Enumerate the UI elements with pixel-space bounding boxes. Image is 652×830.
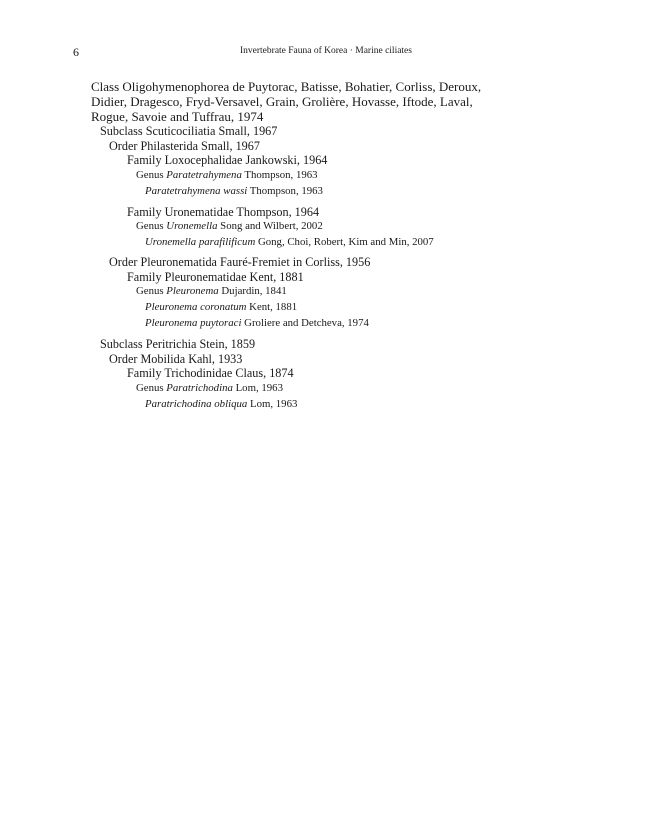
page-number: 6	[73, 45, 79, 59]
species-author: Kent, 1881	[246, 301, 298, 313]
species-name: Pleuronema puytoraci	[145, 317, 242, 329]
genus-prefix: Genus	[136, 285, 167, 297]
class-heading-line-1: Class Oligohymenophorea de Puytorac, Batisse, Bohatier, Corliss, Deroux,	[91, 79, 482, 94]
genus-uronemella	[91, 219, 531, 234]
species-name: Paratetrahymena wassi	[145, 184, 248, 197]
genus-author: Thompson, 1963	[241, 168, 318, 181]
class-heading-line-2: Didier, Dragesco, Fryd-Versavel, Grain, Grolière, Hovasse, Iftode, Laval,	[91, 94, 473, 109]
genus-prefix: Genus	[136, 220, 167, 232]
genus-pleuronema	[91, 284, 531, 299]
species-author: Thompson, 1963	[247, 184, 323, 197]
genus-name: Uronemella	[166, 220, 218, 232]
genus-prefix: Genus	[136, 381, 167, 394]
genus-author: Song and Wilbert, 2002	[217, 220, 323, 232]
genus-name: Paratetrahymena	[166, 168, 242, 181]
species-uronemella-parafilificum	[91, 234, 531, 250]
species-pleuronema-puytoraci	[91, 315, 531, 331]
species-author: Groliere and Detcheva, 1974	[241, 317, 369, 329]
subclass-scuticociliatia: Subclass Scuticociliatia Small, 1967	[100, 124, 278, 138]
subclass-peritrichia: Subclass Peritrichia Stein, 1859	[100, 337, 256, 351]
species-name: Uronemella parafilificum	[145, 236, 256, 248]
species-author: Lom, 1963	[247, 397, 298, 410]
family-loxocephalidae: Family Loxocephalidae Jankowski, 1964	[127, 153, 328, 167]
order-mobilida: Order Mobilida Kahl, 1933	[109, 351, 243, 366]
species-pleuronema-coronatum	[91, 299, 531, 315]
species-name: Paratrichodina obliqua	[145, 397, 248, 410]
genus-author: Dujardin, 1841	[218, 285, 287, 297]
species-paratetrahymena-wassi	[91, 183, 531, 199]
genus-name: Pleuronema	[166, 285, 219, 297]
genus-paratrichodina	[91, 381, 531, 396]
genus-prefix: Genus	[136, 168, 167, 181]
species-paratrichodina-obliqua	[91, 396, 531, 412]
genus-author: Lom, 1963	[232, 381, 283, 394]
family-trichodinidae: Family Trichodinidae Claus, 1874	[127, 366, 294, 380]
taxonomic-list	[91, 79, 531, 412]
family-pleuronematidae: Family Pleuronematidae Kent, 1881	[127, 269, 304, 284]
running-header: Invertebrate Fauna of Korea · Marine ciliates	[240, 46, 412, 56]
family-uronematidae: Family Uronematidae Thompson, 1964	[127, 204, 320, 219]
order-philasterida: Order Philasterida Small, 1967	[109, 138, 260, 153]
class-heading-line-3: Rogue, Savoie and Tuffrau, 1974	[91, 109, 264, 124]
species-author: Gong, Choi, Robert, Kim and Min, 2007	[255, 236, 434, 248]
species-name: Pleuronema coronatum	[145, 301, 247, 313]
genus-paratetrahymena	[91, 168, 531, 183]
genus-name: Paratrichodina	[166, 381, 233, 394]
order-pleuronematida: Order Pleuronematida Fauré-Fremiet in Corliss, 1956	[109, 255, 371, 269]
